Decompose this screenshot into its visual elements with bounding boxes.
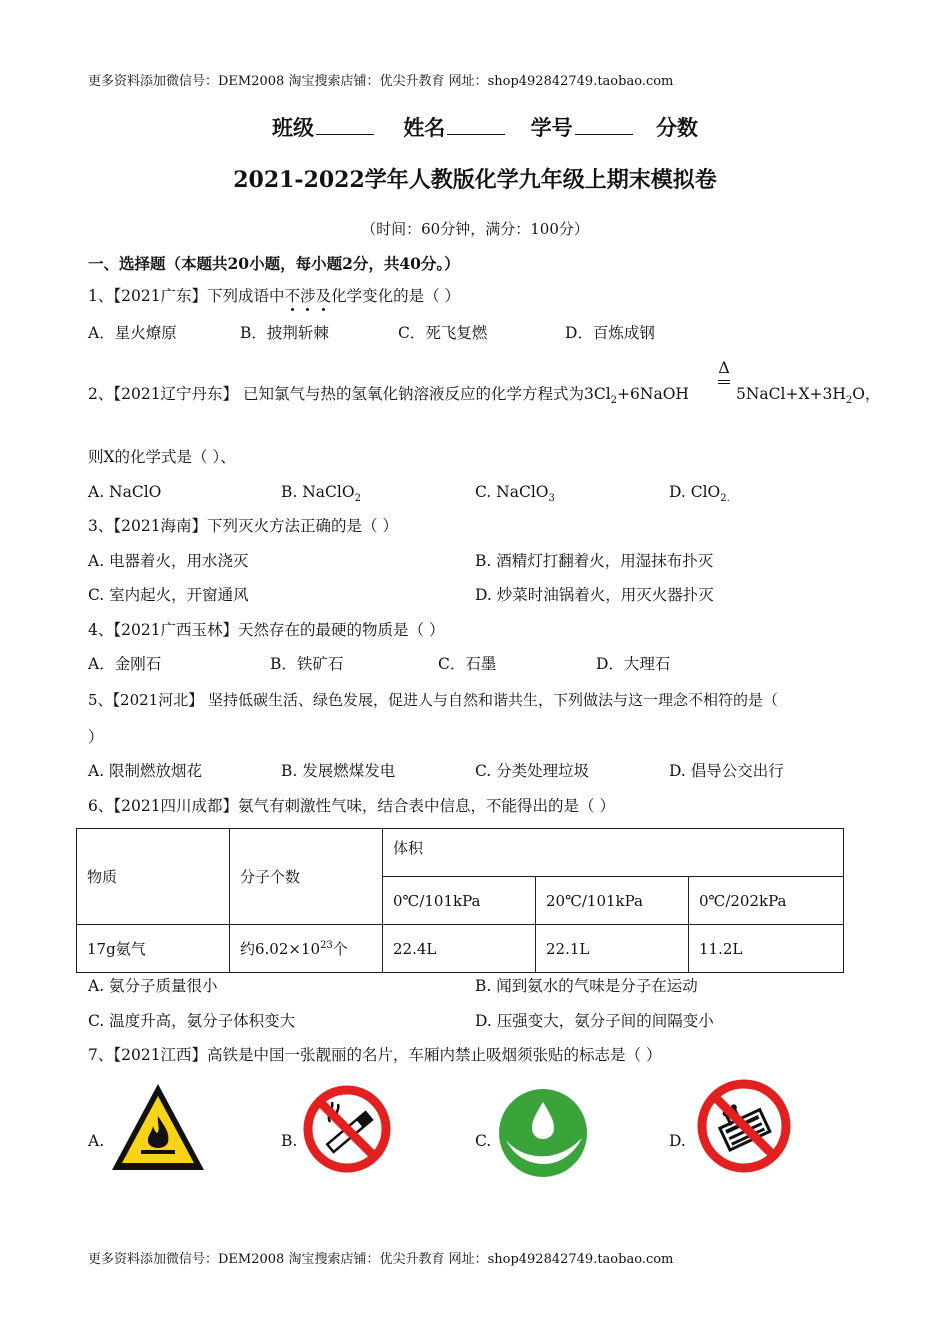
q2-option-a[interactable]: A. NaClO bbox=[88, 483, 162, 501]
q3-option-c[interactable]: C. 室内起火，开窗通风 bbox=[88, 586, 249, 604]
q1-emphasis-char: 涉 bbox=[300, 287, 316, 305]
q2-option-c[interactable] bbox=[475, 482, 555, 509]
question-5-stem: 5、【2021河北】 坚持低碳生活、绿色发展，促进人与自然和谐共生，下列做法与这一理念不相符的是（ bbox=[88, 691, 778, 709]
exam-subtitle: （时间：60分钟，满分：100分） bbox=[361, 220, 589, 238]
q2-subscript: 3 bbox=[548, 493, 555, 505]
id-field-label: 学号 bbox=[530, 115, 573, 140]
equation-equals-line bbox=[718, 380, 730, 381]
class-field-label: 班级 bbox=[272, 115, 314, 140]
q1-option-b[interactable]: B．披荆斩棘 bbox=[240, 324, 329, 342]
student-info-line bbox=[272, 112, 698, 142]
q6-option-b[interactable]: B. 闻到氨水的气味是分子在运动 bbox=[475, 977, 698, 995]
q7-option-b-label[interactable]: B. bbox=[281, 1132, 298, 1150]
cell-molecule-count bbox=[230, 925, 383, 973]
q1-stem-pre: 1、【2021广东】下列成语中 bbox=[88, 287, 285, 305]
q2-subscript: 2. bbox=[720, 493, 730, 505]
q2-subscript: 2 bbox=[845, 395, 853, 407]
no-smoking-icon[interactable] bbox=[302, 1084, 392, 1174]
header-condition-2: 20℃/101kPa bbox=[536, 877, 689, 925]
q2-products bbox=[736, 384, 880, 411]
q3-option-d[interactable]: D. 炒菜时油锅着火，用灭火器扑灭 bbox=[475, 586, 714, 604]
ammonia-data-table bbox=[76, 828, 844, 973]
molecule-count-unit: 个 bbox=[332, 940, 348, 958]
q4-option-b[interactable]: B．铁矿石 bbox=[270, 655, 344, 673]
question-3-stem: 3、【2021海南】下列灭火方法正确的是（ ） bbox=[88, 517, 398, 535]
header-volume: 体积 bbox=[383, 829, 844, 877]
header-condition-1: 0℃/101kPa bbox=[383, 877, 536, 925]
q2-reactant: +6NaOH bbox=[617, 385, 689, 403]
q5-option-c[interactable]: C. 分类处理垃圾 bbox=[475, 762, 590, 780]
q1-stem-post: 化学变化的是（ ） bbox=[331, 287, 461, 305]
name-field-label: 姓名 bbox=[403, 115, 446, 140]
q1-emphasis-char: 及 bbox=[315, 287, 332, 305]
exam-title: 2021-2022学年人教版化学九年级上期末模拟卷 bbox=[233, 167, 717, 193]
question-6-stem: 6、【2021四川成都】氨气有刺激性气味，结合表中信息，不能得出的是（ ） bbox=[88, 797, 615, 815]
page-footer: 更多资料添加微信号：DEM2008 淘宝搜索店铺：优尖升教育 网址：shop492842749.taobao.com bbox=[88, 1252, 674, 1267]
q2-option-b-text: B. NaClO bbox=[281, 483, 355, 501]
q3-option-b[interactable]: B. 酒精灯打翻着火，用湿抹布扑灭 bbox=[475, 552, 714, 570]
header-substance: 物质 bbox=[77, 829, 230, 925]
q2-subscript: 2 bbox=[354, 493, 361, 505]
question-4-stem: 4、【2021广西玉林】天然存在的最硬的物质是（ ） bbox=[88, 621, 445, 639]
water-saving-icon[interactable] bbox=[498, 1088, 588, 1178]
equation-equals-line bbox=[718, 383, 730, 384]
cell-volume-1: 22.4L bbox=[383, 925, 536, 973]
name-blank[interactable] bbox=[447, 134, 505, 135]
q5-stem-cont: ） bbox=[88, 728, 104, 746]
q5-option-a[interactable]: A. 限制燃放烟花 bbox=[88, 762, 203, 780]
q2-option-b[interactable] bbox=[281, 482, 361, 509]
no-matches-icon[interactable] bbox=[696, 1078, 792, 1174]
q5-option-b[interactable]: B. 发展燃煤发电 bbox=[281, 762, 396, 780]
q2-product-end: O， bbox=[852, 385, 881, 403]
header-molecule-count: 分子个数 bbox=[230, 829, 383, 925]
q4-option-a[interactable]: A．金刚石 bbox=[88, 655, 162, 673]
question-2-stem bbox=[88, 384, 689, 411]
q7-option-c-label[interactable]: C. bbox=[475, 1132, 492, 1150]
cell-volume-3: 11.2L bbox=[689, 925, 844, 973]
q1-option-d[interactable]: D．百炼成钢 bbox=[565, 324, 655, 342]
header-condition-3: 0℃/202kPa bbox=[689, 877, 844, 925]
q1-emphasis-char: 不 bbox=[284, 287, 301, 305]
q2-product-text: 5NaCl+X+3H bbox=[736, 385, 846, 403]
q2-option-d-text: D. ClO bbox=[669, 483, 721, 501]
question-1-stem bbox=[88, 286, 460, 306]
q2-subscript: 2 bbox=[610, 395, 618, 407]
q1-option-a[interactable]: A．星火燎原 bbox=[88, 324, 177, 342]
cell-substance: 17g氨气 bbox=[77, 925, 230, 973]
q6-option-c[interactable]: C. 温度升高，氨分子体积变大 bbox=[88, 1012, 296, 1030]
q7-option-d-label[interactable]: D. bbox=[669, 1132, 686, 1150]
section-heading: 一、选择题（本题共20小题，每小题2分，共40分。） bbox=[88, 254, 460, 273]
score-field-label: 分数 bbox=[655, 115, 698, 140]
heat-condition-symbol: Δ bbox=[718, 358, 730, 377]
page-header: 更多资料添加微信号：DEM2008 淘宝搜索店铺：优尖升教育 网址：shop492842749.taobao.com bbox=[88, 74, 674, 89]
q2-option-c-text: C. NaClO bbox=[475, 483, 549, 501]
q2-option-d[interactable] bbox=[669, 482, 730, 509]
flammable-warning-icon[interactable] bbox=[108, 1080, 208, 1174]
q2-stem-line2: 则X的化学式是（ ）、 bbox=[88, 448, 236, 466]
cell-volume-2: 22.1L bbox=[536, 925, 689, 973]
q2-stem-pre: 2、【2021辽宁丹东】 已知氯气与热的氢氧化钠溶液反应的化学方程式为3Cl bbox=[88, 385, 611, 403]
q6-option-d[interactable]: D. 压强变大，氨分子间的间隔变小 bbox=[475, 1012, 714, 1030]
class-blank[interactable] bbox=[316, 134, 374, 135]
q7-option-a-label[interactable]: A. bbox=[88, 1132, 105, 1150]
q3-option-a[interactable]: A. 电器着火，用水浇灭 bbox=[88, 552, 249, 570]
question-7-stem: 7、【2021江西】高铁是中国一张靓丽的名片，车厢内禁止吸烟须张贴的标志是（ ） bbox=[88, 1046, 662, 1064]
q5-option-d[interactable]: D. 倡导公交出行 bbox=[669, 762, 784, 780]
q1-option-c[interactable]: C．死飞复燃 bbox=[398, 324, 488, 342]
molecule-count-base: 约6.02×10 bbox=[240, 940, 321, 958]
id-blank[interactable] bbox=[575, 134, 633, 135]
q4-option-c[interactable]: C．石墨 bbox=[438, 655, 497, 673]
molecule-count-exponent: 23 bbox=[320, 940, 333, 951]
q4-option-d[interactable]: D．大理石 bbox=[596, 655, 671, 673]
q6-option-a[interactable]: A. 氨分子质量很小 bbox=[88, 977, 218, 995]
